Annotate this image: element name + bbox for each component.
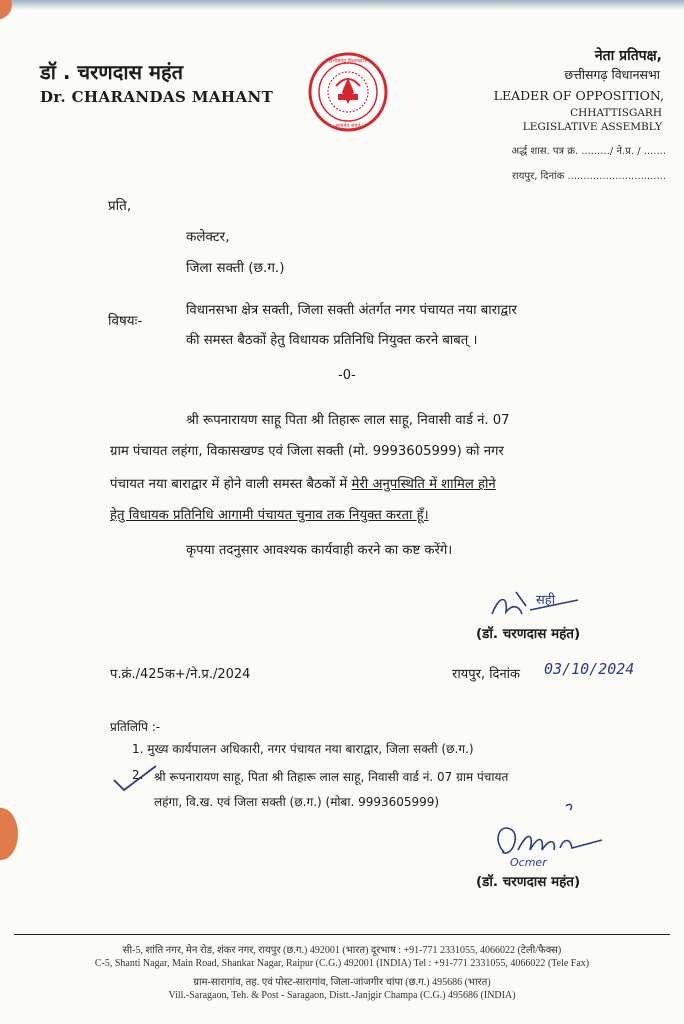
date-label: रायपुर, दिनांक ............................... bbox=[511, 171, 666, 182]
footer-divider bbox=[14, 934, 670, 935]
ref-number-label: अर्द्ध शास. पत्र क्र. ........./ ने.प्र. / ....... bbox=[511, 146, 666, 157]
body-line-2: ग्राम पंचायत लहंगा, विकासखण्ड एवं जिला सक्ती (मो. 9993605999) को नगर bbox=[110, 444, 504, 459]
designation-english: LEADER OF OPPOSITION, bbox=[493, 88, 664, 103]
assembly-emblem-icon bbox=[308, 52, 388, 132]
designation-hindi: नेता प्रतिपक्ष, bbox=[594, 48, 662, 64]
subject-line-1: विधानसभा क्षेत्र सक्ती, जिला सक्ती अंतर्गत नगर पंचायत नया बाराद्वार bbox=[186, 303, 517, 318]
recipient: कलेक्टर, bbox=[186, 229, 230, 245]
tape-mark-bottom bbox=[0, 808, 18, 860]
body-line-3-underlined: मेरी अनुपस्थिति में शामिल होने bbox=[351, 477, 496, 492]
state-hindi: छत्तीसगढ़ विधानसभा bbox=[564, 67, 660, 82]
assembly-english: LEGISLATIVE ASSEMBLY bbox=[522, 121, 662, 133]
subject-line-2: की समस्त बैठकों हेतु विधायक प्रतिनिधि नियुक्त करने बाबत् । bbox=[186, 333, 478, 348]
copy-item-2-number: 2. bbox=[132, 768, 144, 782]
reference-date-value: 03/10/2024 bbox=[544, 660, 635, 678]
copy-item-2-line-2: लहंगा, वि.ख. एवं जिला सक्ती (छ.ग.) (मोबा. 9993605999) bbox=[154, 795, 440, 809]
footer-address-2-english: Vill.-Saragaon, Teh. & Post - Saragaon, Distt.-Janjgir Champa (C.G.) 495686 (INDIA) bbox=[168, 990, 516, 1001]
scan-top-edge bbox=[0, 0, 684, 10]
name-english: Dr. CHARANDAS MAHANT bbox=[40, 88, 274, 106]
recipient-district: जिला सक्ती (छ.ग.) bbox=[186, 260, 285, 276]
emblem-outer-text: छत्तीसगढ़ विधानसभा bbox=[328, 58, 368, 65]
signatory-name-2: (डॉ. चरणदास महंत) bbox=[476, 874, 581, 890]
body-line-4 bbox=[110, 505, 429, 523]
name-hindi: डॉ . चरणदास महंत bbox=[40, 60, 184, 84]
signature-2-text: Ocmer bbox=[510, 856, 547, 869]
body-line-3-text: पंचायत नया बाराद्वार में होने वाली समस्त बैठकों में bbox=[110, 477, 352, 492]
signature-1-text: सही bbox=[536, 593, 556, 608]
subject-label: विषयः- bbox=[108, 313, 143, 329]
emblem-inner-text: सत्यमेव जयते bbox=[335, 123, 361, 129]
signature-1-icon bbox=[486, 584, 582, 628]
address-to: प्रति, bbox=[108, 198, 132, 214]
tape-mark-top bbox=[0, 0, 12, 20]
copies-label: प्रतिलिपि :- bbox=[110, 720, 161, 734]
body-line-4-text: हेतु विधायक प्रतिनिधि आगामी पंचायत चुनाव तक bbox=[110, 508, 349, 523]
footer-address-2-hindi: ग्राम-सारागांव, तह. एवं पोस्ट-सारागांव, जिला-जांजगीर चांपा (छ.ग.) 495686 (भारत) bbox=[193, 977, 491, 988]
signatory-name-1: (डॉ. चरणदास महंत) bbox=[476, 626, 581, 642]
closing-request: कृपया तदनुसार आवश्यक कार्यवाही करने का कष्ट करेंगे। bbox=[186, 543, 453, 558]
copy-item-1: 1. मुख्य कार्यपालन अधिकारी, नगर पंचायत नया बाराद्वार, जिला सक्ती (छ.ग.) bbox=[132, 742, 474, 756]
copy-item-2-line-1: श्री रूपनारायण साहू, पिता श्री तिहारू लाल साहू, निवासी वार्ड नं. 07 ग्राम पंचायत bbox=[154, 770, 509, 784]
footer-address-1-english: C-5, Shanti Nagar, Main Road, Shankar Nagar, Raipur (C.G.) 492001 (INDIA) Tel : +91-771 2331055, 4066022 (Tele Fax) bbox=[94, 958, 590, 969]
reference-number: प.क्रं./425क+/ने.प्र./2024 bbox=[110, 667, 251, 682]
body-line-3 bbox=[110, 474, 496, 492]
reference-date-label: रायपुर, दिनांक bbox=[452, 667, 521, 682]
footer-address-1-hindi: सी-5, शांति नगर, मेन रोड, शंकर नगर, रायपुर (छ.ग.) 492001 (भारत) दूरभाष : +91-771 2331055, 4066022 (टेली/फैक्स) bbox=[122, 945, 562, 956]
separator: -0- bbox=[338, 368, 356, 383]
body-line-4-underlined: नियुक्त करता हूँ। bbox=[348, 508, 429, 523]
signature-2-icon bbox=[490, 800, 610, 870]
body-line-1: श्री रूपनारायण साहू पिता श्री तिहारू लाल साहू, निवासी वार्ड नं. 07 bbox=[186, 413, 510, 428]
state-english: CHHATTISGARH bbox=[570, 107, 662, 119]
